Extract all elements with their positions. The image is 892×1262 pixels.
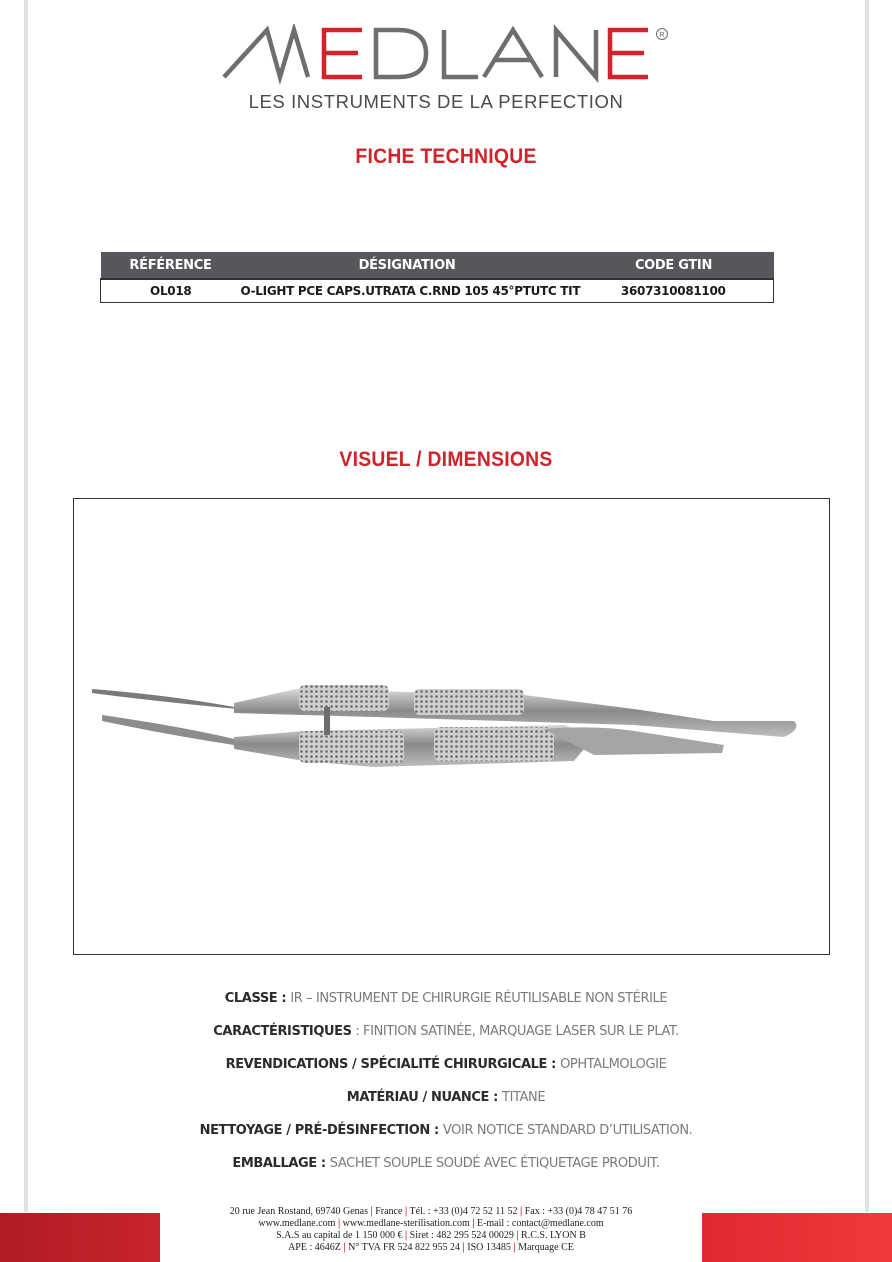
spec-caracteristiques <box>0 1021 892 1054</box>
spec-label: MATÉRIAU / NUANCE : <box>346 1090 503 1105</box>
footer-siret: Siret : 482 295 524 00029 <box>409 1230 514 1241</box>
spec-materiau <box>0 1087 892 1120</box>
svg-text:R: R <box>659 30 665 39</box>
spec-value: SACHET SOUPLE SOUDÉ AVEC ÉTIQUETAGE PRODUIT. <box>329 1156 660 1171</box>
footer-red-band-right <box>702 1213 892 1262</box>
cell-designation: O-LIGHT PCE CAPS.UTRATA C.RND 105 45°PTUTC TIT <box>241 279 574 303</box>
footer-ape: APE : 4646Z <box>288 1242 341 1253</box>
registered-mark-icon <box>657 29 668 40</box>
footer-phone: Tél. : +33 (0)4 72 52 11 52 <box>409 1206 518 1217</box>
spec-value: OPHTALMOLOGIE <box>560 1057 667 1072</box>
spec-value: IR – INSTRUMENT DE CHIRURGIE RÉUTILISABLE NON STÉRILE <box>290 991 668 1006</box>
footer-website-sterilisation[interactable]: www.medlane-sterilisation.com <box>342 1218 470 1229</box>
footer-marquage: Marquage CE <box>518 1242 574 1253</box>
footer-capital: S.A.S au capital de 1 150 000 € <box>276 1230 403 1241</box>
medlane-wordmark-icon <box>222 24 672 90</box>
specifications-list <box>0 988 892 1186</box>
cell-reference: OL018 <box>101 279 241 303</box>
spec-label: NETTOYAGE / PRÉ-DÉSINFECTION : <box>199 1123 443 1138</box>
spec-value: VOIR NOTICE STANDARD D’UTILISATION. <box>442 1123 693 1138</box>
footer-fax: Fax : +33 (0)4 78 47 51 76 <box>524 1206 633 1217</box>
spec-emballage <box>0 1153 892 1186</box>
footer-legal-line: S.A.S au capital de 1 150 000 € | Siret : 482 295 524 00029 | R.C.S. LYON B <box>276 1230 586 1241</box>
footer-address-line: 20 rue Jean Rostand, 69740 Genas | France | Tél. : +33 (0)4 72 52 11 52 | Fax : +33 (0)4 78 47 51 76 <box>229 1206 633 1217</box>
visuel-dimensions-title: VISUEL / DIMENSIONS <box>339 448 553 471</box>
footer-address: 20 rue Jean Rostand, 69740 Genas <box>229 1206 369 1217</box>
footer-country: France <box>375 1206 403 1217</box>
titanium-capsulorhexis-forceps-image <box>74 499 829 954</box>
footer-web-line: www.medlane.com | www.medlane-sterilisation.com | E-mail : contact@medlane.com <box>258 1218 604 1229</box>
header-code-gtin: CODE GTIN <box>574 252 774 279</box>
spec-value: : FINITION SATINÉE, MARQUAGE LASER SUR LE PLAT. <box>351 1024 679 1039</box>
footer-website[interactable]: www.medlane.com <box>258 1218 336 1229</box>
footer-email[interactable]: E-mail : contact@medlane.com <box>476 1218 604 1229</box>
footer-rcs: R.C.S. LYON B <box>521 1230 586 1241</box>
product-reference-table <box>100 252 774 303</box>
table-row <box>101 279 774 303</box>
spec-label: REVENDICATIONS / SPÉCIALITÉ CHIRURGICALE : <box>225 1057 561 1072</box>
brand-tagline: LES INSTRUMENTS DE LA PERFECTION <box>248 91 624 112</box>
fiche-technique-title: FICHE TECHNIQUE <box>355 145 537 168</box>
product-image-frame <box>73 498 830 955</box>
company-footer <box>160 1206 702 1254</box>
header-designation: DÉSIGNATION <box>241 252 574 279</box>
footer-registration-line: APE : 4646Z | N° TVA FR 524 822 955 24 | ISO 13485 | Marquage CE <box>288 1242 574 1253</box>
spec-label: CLASSE : <box>224 991 291 1006</box>
cell-gtin: 3607310081100 <box>574 279 774 303</box>
table-header-row <box>101 252 774 279</box>
spec-label: CARACTÉRISTIQUES <box>213 1024 352 1039</box>
footer-tva: N° TVA FR 524 822 955 24 <box>348 1242 461 1253</box>
spec-revendications <box>0 1054 892 1087</box>
medlane-logo <box>222 24 672 120</box>
spec-value: TITANE <box>502 1090 546 1105</box>
footer-iso: ISO 13485 <box>467 1242 511 1253</box>
spec-nettoyage <box>0 1120 892 1153</box>
header-reference: RÉFÉRENCE <box>101 252 241 279</box>
spec-classe <box>0 988 892 1021</box>
spec-label: EMBALLAGE : <box>232 1156 330 1171</box>
footer-red-band-left <box>0 1213 160 1262</box>
